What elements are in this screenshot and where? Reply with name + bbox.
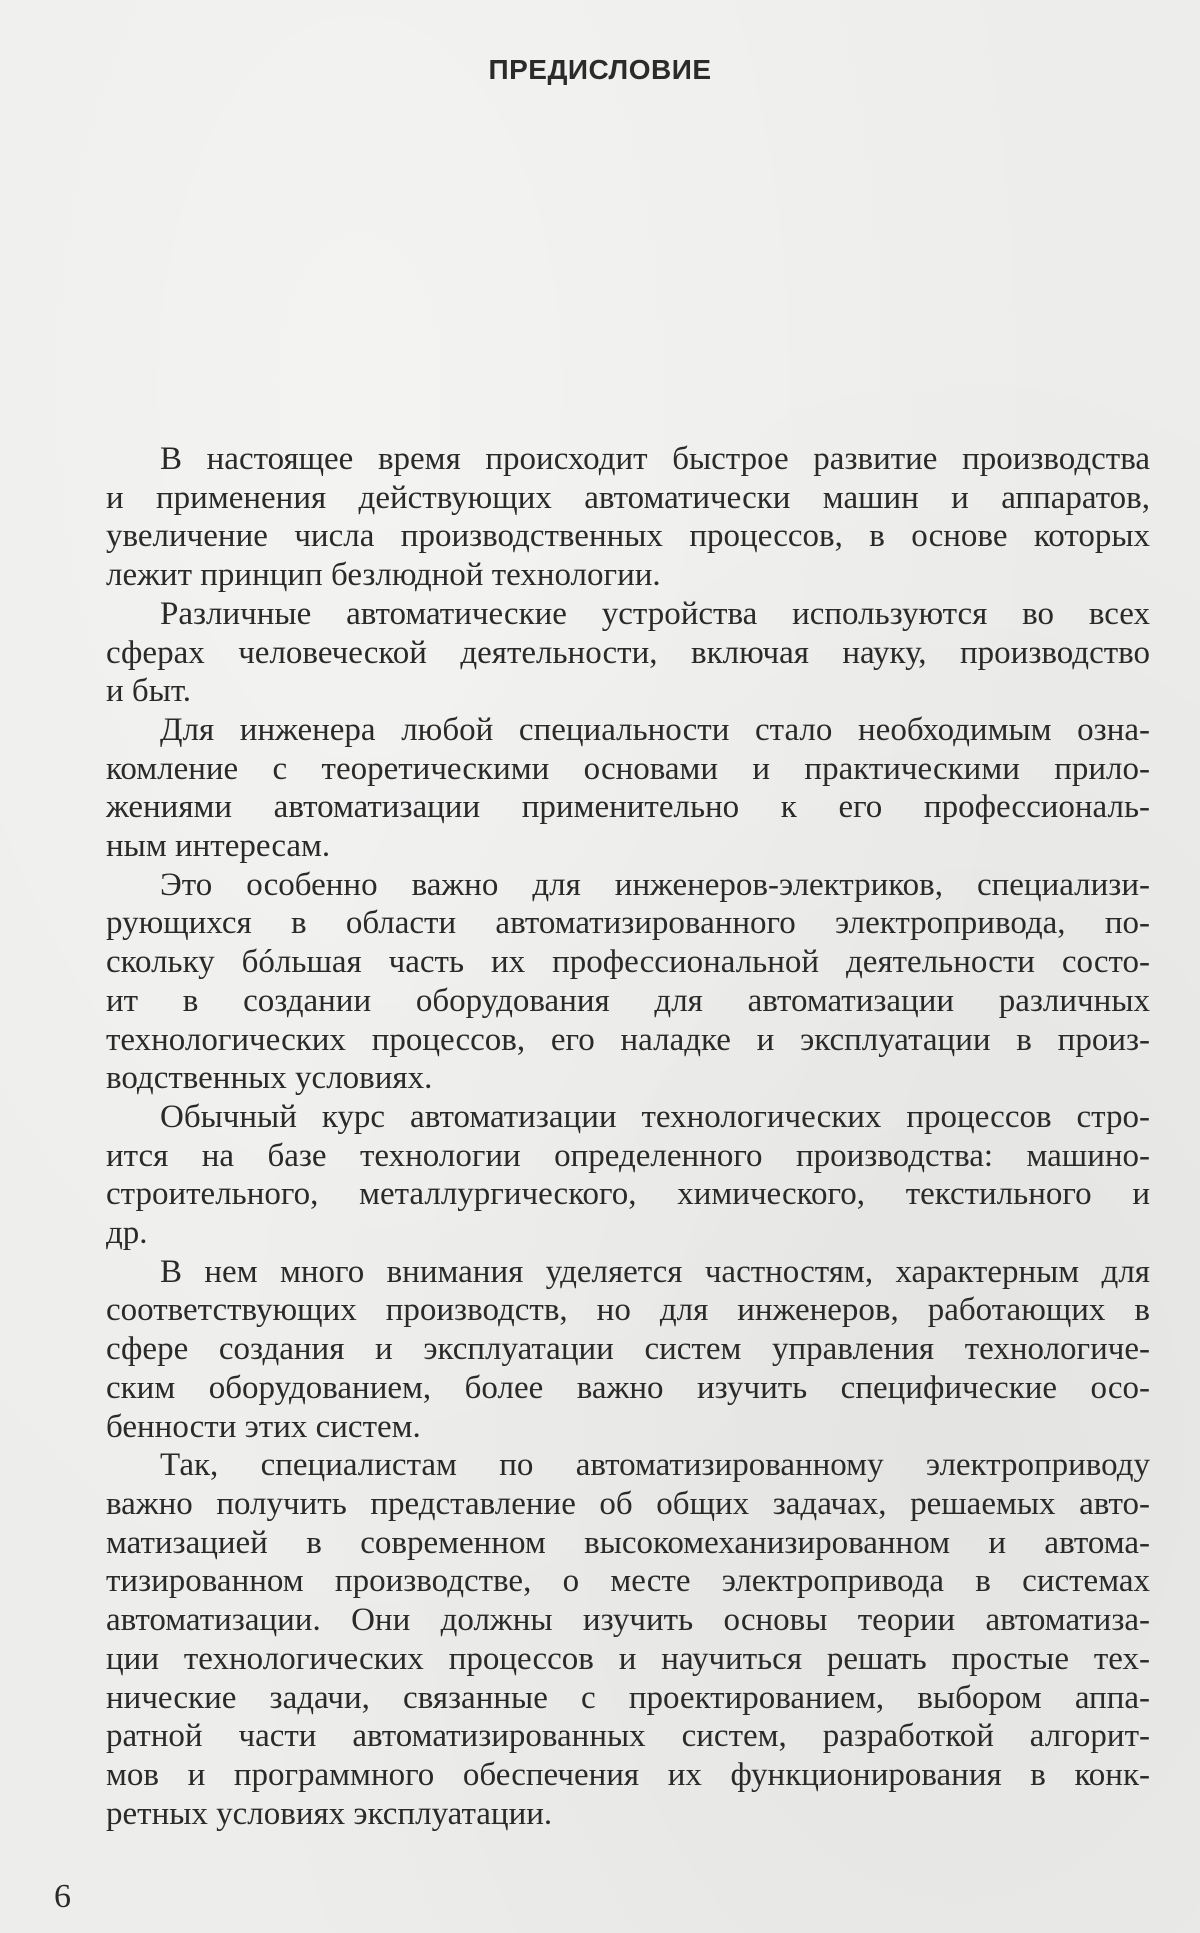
text-line: мов и программного обеспечения их функционирования в конк- xyxy=(106,1756,1150,1793)
text-line: важно получить представление об общих задачах, решаемых авто- xyxy=(106,1485,1150,1522)
text-line: Так, специалистам по автоматизированному электроприводу xyxy=(160,1447,1150,1484)
text-line: В нем много внимания уделяется частностям, характерным для xyxy=(160,1253,1150,1290)
paragraph-5 xyxy=(52,1098,1150,1253)
text-line: водственных условиях. xyxy=(106,1060,433,1097)
text-line: ным интересам. xyxy=(106,828,331,865)
text-line: ится на базе технологии определенного производства: машино- xyxy=(106,1137,1150,1174)
paragraph-4 xyxy=(52,866,1150,1098)
page-number: 6 xyxy=(54,1878,71,1915)
text-line: Это особенно важно для инженеров-электриков, специализи- xyxy=(160,866,1150,903)
paragraph-1 xyxy=(52,440,1150,595)
text-line: др. xyxy=(106,1215,148,1252)
paragraph-3 xyxy=(52,711,1150,866)
text-line: ским оборудованием, более важно изучить специфические осо- xyxy=(106,1369,1150,1406)
text-line: ретных условиях эксплуатации. xyxy=(106,1795,553,1832)
text-line: Обычный курс автоматизации технологических процессов стро- xyxy=(160,1098,1150,1135)
text-line: ратной части автоматизированных систем, разработкой алгорит- xyxy=(106,1718,1150,1755)
preface-body xyxy=(52,440,1150,1833)
text-line: комление с теоретическими основами и практическими прило- xyxy=(106,750,1150,787)
text-line: и быт. xyxy=(106,673,192,710)
page-heading: ПРЕДИСЛОВИЕ xyxy=(488,54,712,85)
text-line: увеличение числа производственных процессов, в основе которых xyxy=(106,518,1150,555)
text-line: матизацией в современном высокомеханизированном и автома- xyxy=(106,1524,1150,1561)
text-line: бенности этих систем. xyxy=(106,1408,421,1445)
text-line: жениями автоматизации применительно к его профессиональ- xyxy=(106,789,1150,826)
paragraph-6 xyxy=(52,1253,1150,1447)
text-line: и применения действующих автоматически машин и аппаратов, xyxy=(106,479,1150,516)
text-line: ит в создании оборудования для автоматизации различных xyxy=(106,982,1150,1019)
text-line: сфере создания и эксплуатации систем управления технологиче- xyxy=(106,1331,1150,1368)
text-line: сферах человеческой деятельности, включая науку, производство xyxy=(106,634,1150,671)
text-line: рующихся в области автоматизированного электропривода, по- xyxy=(106,905,1150,942)
text-line: скольку бóльшая часть их профессиональной деятельности состо- xyxy=(106,944,1150,981)
text-line: ции технологических процессов и научиться решать простые тех- xyxy=(106,1640,1150,1677)
text-line: строительного, металлургического, химического, текстильного и xyxy=(106,1176,1150,1213)
text-line: лежит принцип безлюдной технологии. xyxy=(106,557,661,594)
text-line: В настоящее время происходит быстрое развитие производства xyxy=(160,441,1150,477)
text-line: Для инженера любой специальности стало необходимым озна- xyxy=(160,711,1150,748)
text-line: автоматизации. Они должны изучить основы теории автоматиза- xyxy=(106,1602,1150,1639)
text-line: нические задачи, связанные с проектированием, выбором аппа- xyxy=(106,1679,1150,1716)
paragraph-2 xyxy=(52,595,1150,711)
text-line: соответствующих производств, но для инженеров, работающих в xyxy=(106,1292,1150,1329)
text-line: технологических процессов, его наладке и эксплуатации в произ- xyxy=(106,1021,1150,1058)
paragraph-7 xyxy=(52,1446,1150,1833)
text-line: Различные автоматические устройства используются во всех xyxy=(160,595,1150,632)
text-line: тизированном производстве, о месте электропривода в системах xyxy=(106,1563,1150,1600)
